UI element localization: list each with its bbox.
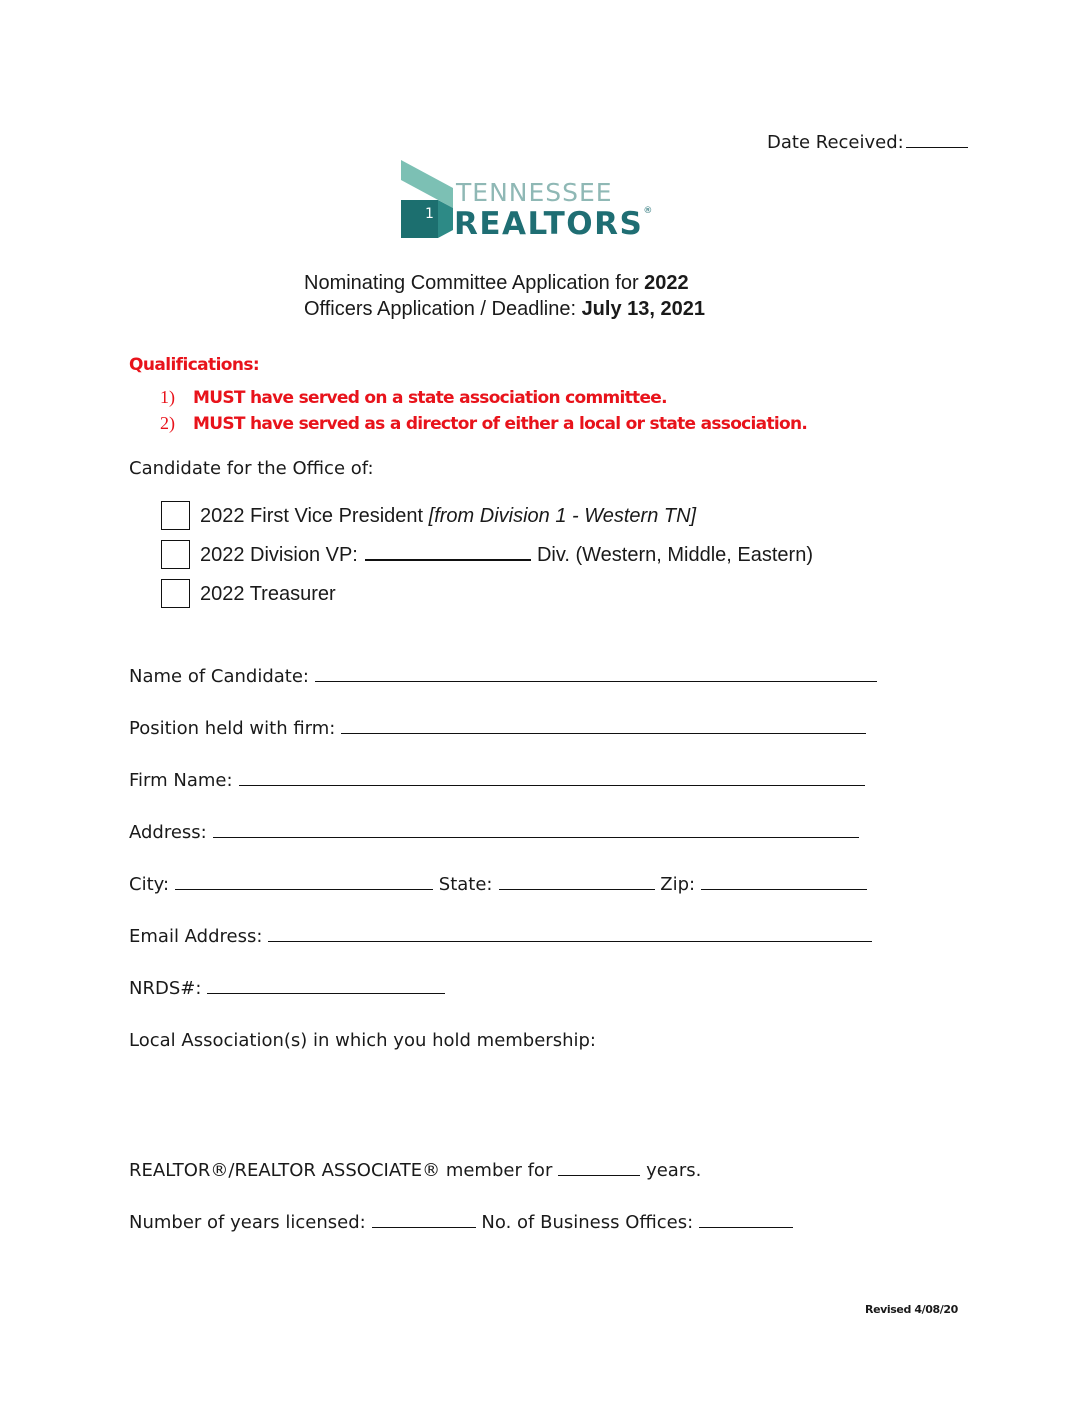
qualification-text-1: MUST have served on a state association committee. <box>193 388 667 408</box>
title-line2-prefix: Officers Application / Deadline: <box>304 298 582 320</box>
field-local-association: Local Association(s) in which you hold membership: <box>129 1030 596 1051</box>
field-zip-label: Zip: <box>660 874 696 895</box>
field-offices-label: No. of Business Offices: <box>481 1212 694 1233</box>
option-treasurer: 2022 Treasurer <box>200 583 336 605</box>
field-member-suffix: years. <box>646 1160 702 1181</box>
field-position <box>129 718 866 739</box>
qualification-item-2 <box>160 413 807 434</box>
field-nrds <box>129 978 445 999</box>
option-division-vp-text: 2022 Division VP: <box>200 544 364 566</box>
field-email-label: Email Address: <box>129 926 263 947</box>
field-email <box>129 926 872 947</box>
title-deadline: July 13, 2021 <box>581 298 705 320</box>
title-year: 2022 <box>644 272 689 294</box>
option-first-vice-president <box>200 505 696 528</box>
state-input[interactable] <box>499 888 655 890</box>
name-input[interactable] <box>315 680 877 682</box>
revised-note: Revised 4/08/20 <box>865 1303 958 1316</box>
nrds-input[interactable] <box>207 992 445 994</box>
option-first-vice-president-text: 2022 First Vice President <box>200 505 429 527</box>
field-state-label: State: <box>438 874 493 895</box>
qualification-num-2: 2) <box>160 413 175 433</box>
field-name-label: Name of Candidate: <box>129 666 309 687</box>
firm-input[interactable] <box>239 784 865 786</box>
office-label: Candidate for the Office of: <box>129 458 374 479</box>
offices-input[interactable] <box>699 1226 793 1228</box>
field-position-label: Position held with firm: <box>129 718 336 739</box>
date-received-label: Date Received: <box>767 132 904 153</box>
city-input[interactable] <box>175 888 433 890</box>
qualification-item-1 <box>160 387 667 408</box>
field-firm-label: Firm Name: <box>129 770 233 791</box>
option-division-vp <box>200 544 813 567</box>
date-received-blank[interactable] <box>906 146 968 148</box>
logo <box>398 160 654 246</box>
logo-line1: TENNESSEE <box>456 178 613 207</box>
zip-input[interactable] <box>701 888 867 890</box>
email-input[interactable] <box>268 940 872 942</box>
qualification-num-1: 1) <box>160 387 175 407</box>
svg-text:1: 1 <box>425 206 434 222</box>
checkbox-treasurer[interactable] <box>161 579 190 608</box>
position-input[interactable] <box>341 732 866 734</box>
title-line2 <box>304 298 705 321</box>
field-member-years <box>129 1160 701 1181</box>
field-name <box>129 666 877 687</box>
option-division-vp-suffix: Div. (Western, Middle, Eastern) <box>531 544 813 566</box>
title-line1-prefix: Nominating Committee Application for <box>304 272 645 294</box>
field-city-label: City: <box>129 874 170 895</box>
address-input[interactable] <box>213 836 859 838</box>
field-years-licensed-label: Number of years licensed: <box>129 1212 366 1233</box>
field-licensed-offices <box>129 1212 793 1233</box>
field-address <box>129 822 859 843</box>
division-vp-blank[interactable] <box>365 558 531 561</box>
checkbox-first-vice-president[interactable] <box>161 501 190 530</box>
field-nrds-label: NRDS#: <box>129 978 202 999</box>
field-city-state-zip <box>129 874 867 895</box>
field-firm <box>129 770 865 791</box>
date-received <box>767 132 968 153</box>
member-years-input[interactable] <box>558 1174 640 1176</box>
qualification-text-2: MUST have served as a director of either a local or state association. <box>193 414 808 434</box>
option-first-vice-president-note: [from Division 1 - Western TN] <box>428 505 697 527</box>
qualifications-heading: Qualifications: <box>129 355 260 375</box>
realtors-mark-icon <box>398 160 454 240</box>
field-member-prefix: REALTOR®/REALTOR ASSOCIATE® member for <box>129 1160 553 1181</box>
registered-mark: ® <box>643 206 654 216</box>
field-address-label: Address: <box>129 822 207 843</box>
title-line1 <box>304 272 689 295</box>
logo-line2-text: REALTORS <box>454 206 644 242</box>
years-licensed-input[interactable] <box>372 1226 476 1228</box>
checkbox-division-vp[interactable] <box>161 540 190 569</box>
logo-line2 <box>454 206 654 242</box>
